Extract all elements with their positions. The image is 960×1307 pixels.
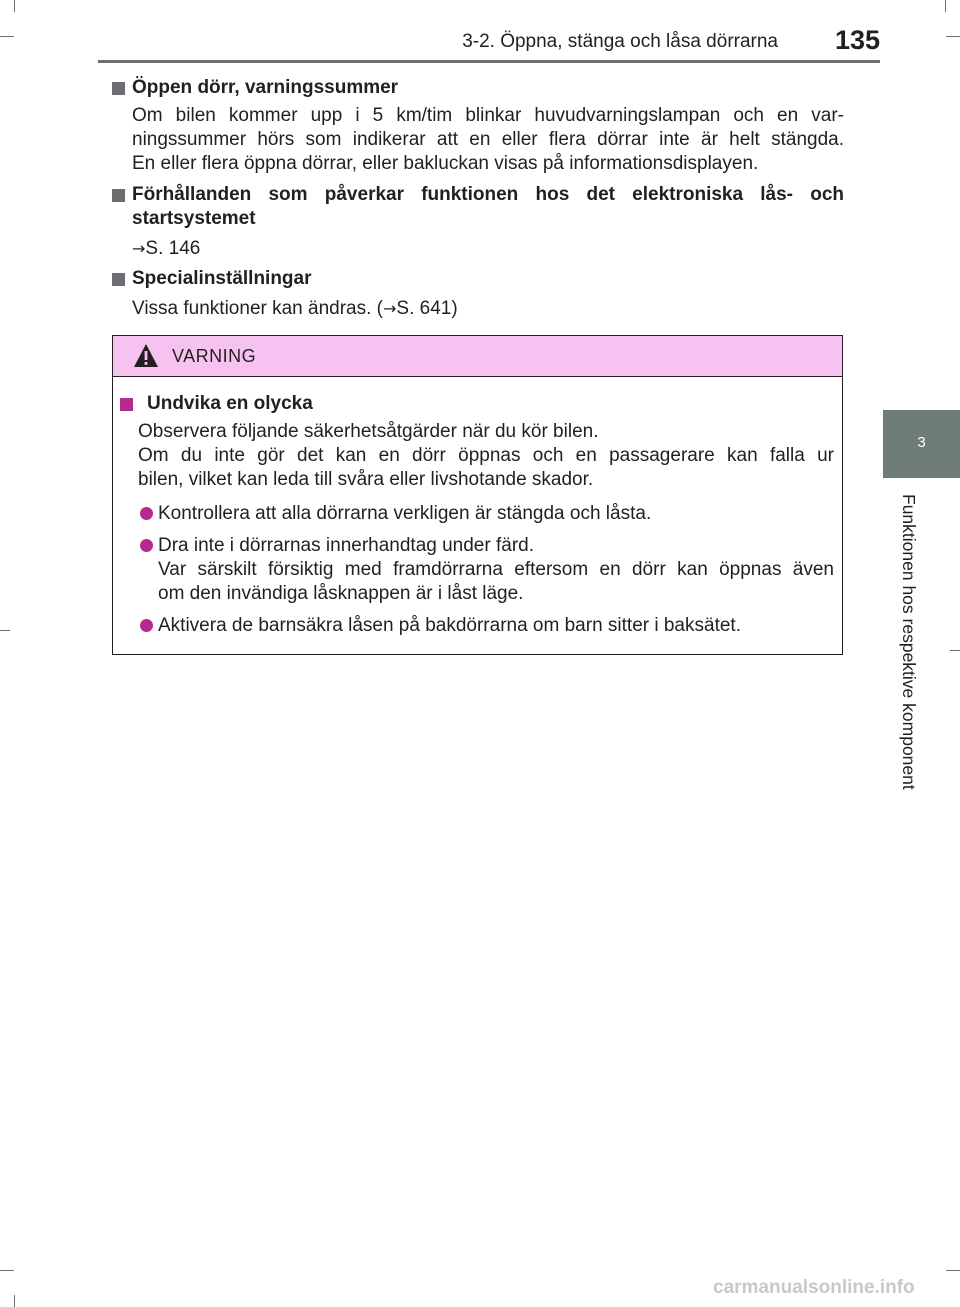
chapter-label: Funktionen hos respektive komponent [899, 494, 919, 790]
warning-bullet: Aktivera de barnsäkra låsen på bakdörrarna om barn sitter i baksätet. [138, 614, 834, 638]
round-bullet-icon [140, 539, 153, 552]
section-heading: Öppen dörr, varningssummer [112, 76, 844, 100]
section-body [112, 104, 844, 176]
body-line: ningssummer hörs som indikerar att en eller flera dörrar inte är helt stängda. [132, 129, 844, 150]
body-line: En eller flera öppna dörrar, eller bakluckan visas på informationsdisplayen. [132, 153, 759, 174]
section-body: Vissa funktioner kan ändras. (→S. 641) [132, 298, 458, 319]
crop-mark [950, 650, 960, 651]
chapter-tab [883, 410, 960, 478]
header-rule [98, 60, 880, 63]
round-bullet-icon [140, 507, 153, 520]
square-bullet-icon [112, 82, 125, 95]
section-heading: Förhållanden som påverkar funktionen hos det elektroniska lås- och startsystemet [112, 183, 844, 231]
body-line: Om bilen kommer upp i 5 km/tim blinkar huvudvarningslampan och en var- [132, 105, 844, 126]
crop-mark [946, 1270, 960, 1271]
crop-mark [946, 36, 960, 37]
square-bullet-icon [112, 189, 125, 202]
watermark: carmanualsonline.info [713, 1277, 915, 1298]
crop-mark [14, 0, 15, 12]
crop-mark [14, 1295, 15, 1307]
intro-line: Observera följande säkerhetsåtgärder när du kör bilen. [138, 421, 599, 442]
warning-header [113, 336, 842, 377]
reference-text: S. 146 [145, 238, 201, 259]
section-door-warning [112, 76, 844, 176]
section-heading: Specialinställningar [112, 267, 844, 291]
crop-mark [945, 0, 946, 12]
arrow-right-icon: → [383, 299, 397, 318]
crop-mark [0, 36, 14, 37]
chapter-number: 3 [917, 434, 926, 451]
intro-line: bilen, vilket kan leda till svåra eller livshotande skador. [138, 469, 594, 490]
section-special-settings [112, 267, 844, 321]
warning-intro [138, 420, 834, 492]
warning-heading: Undvika en olycka [120, 392, 842, 416]
intro-line: Om du inte gör det kan en dörr öppnas och en passagerare kan falla ur [138, 445, 834, 466]
section-conditions [112, 183, 844, 261]
main-content [112, 76, 844, 321]
page-reference[interactable] [112, 237, 844, 261]
square-bullet-icon [120, 398, 133, 411]
square-bullet-icon [112, 273, 125, 286]
warning-triangle-icon [133, 343, 159, 369]
crop-mark [0, 1270, 14, 1271]
page-number: 135 [834, 25, 880, 55]
warning-title: VARNING [172, 346, 257, 366]
arrow-right-icon: → [132, 239, 146, 258]
round-bullet-icon [140, 619, 153, 632]
crop-mark [0, 630, 10, 631]
warning-body [113, 392, 842, 638]
page-reference[interactable]: S. 641) [396, 298, 458, 319]
warning-bullet: Dra inte i dörrarnas innerhandtag under färd. Var särskilt försiktig med framdörrarna eftersom en dörr kan öppnas även om den invändiga låsknappen är i låst läge. [138, 534, 834, 606]
warning-bullet: Kontrollera att alla dörrarna verkligen är stängda och låsta. [138, 502, 834, 526]
section-title: 3-2. Öppna, stänga och låsa dörrarna [462, 31, 778, 52]
warning-box [112, 335, 843, 655]
